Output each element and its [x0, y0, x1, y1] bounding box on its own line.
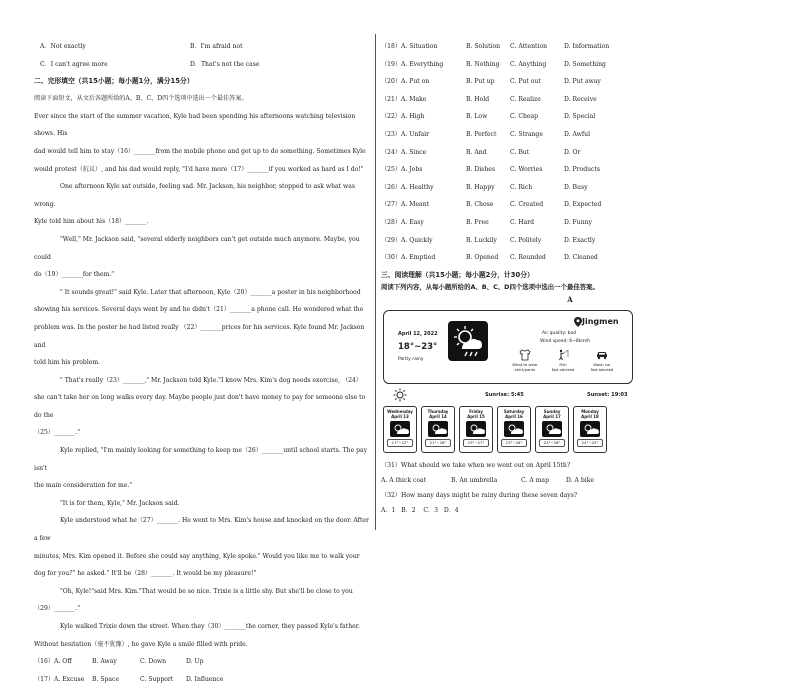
air-quality: Air quality: bad [542, 330, 577, 336]
forecast-weather-icon [428, 421, 448, 437]
q20-option-b[interactable]: B. Put up [466, 78, 495, 86]
forecast-temperature: 17°~22° [387, 439, 413, 447]
option-b[interactable]: B．I'm afraid not [190, 43, 243, 50]
q29-option-a[interactable]: （29）A. Quickly [381, 236, 433, 244]
question-21-options [381, 91, 759, 109]
q29-option-b[interactable]: B. Luckily [466, 236, 497, 244]
forecast-day-name: Wednesday [387, 408, 413, 414]
q22-option-a[interactable]: （22）A. High [381, 113, 425, 121]
passage-line: she can't take her on long walks every day. Maybe people just don't have money to pay for someone else to do the [34, 394, 366, 419]
q17-option-d[interactable]: D. Influence [186, 675, 224, 683]
q26-option-b[interactable]: B. Happy [466, 183, 495, 191]
question-31-options [381, 473, 759, 489]
section2-title: 二、完形填空（共15小题；每小题1分，满分15分） [34, 77, 194, 86]
forecast-temperature: 24°~25° [577, 439, 603, 447]
forecast-weather-icon [542, 421, 562, 437]
q24-option-b[interactable]: B. And [466, 148, 487, 156]
q25-option-c[interactable]: C. Worries [510, 166, 543, 174]
q23-option-d[interactable]: D. Awful [564, 130, 591, 138]
forecast-weather-icon [466, 421, 486, 437]
q28-option-d[interactable]: D. Funny [564, 218, 592, 226]
q26-option-d[interactable]: D. Busy [564, 183, 588, 191]
question-19-options [381, 56, 759, 74]
q23-option-b[interactable]: B. Perfect [466, 130, 497, 138]
question-31 [381, 459, 759, 519]
q22-option-b[interactable]: B. Low [466, 113, 488, 121]
question-18-options [381, 38, 759, 56]
passage-line: do（19）_______for them." [34, 271, 115, 279]
question-25-options [381, 161, 759, 179]
q17-option-a[interactable]: （17）A. Excuse [34, 675, 85, 683]
q29-option-d[interactable]: D. Exactly [564, 236, 596, 244]
question-29-options [381, 232, 759, 250]
q24-option-c[interactable]: C. But [510, 148, 530, 156]
passage-line: "Oh, Kyle!"said Mrs. Kim."That would be so nice. Trixie is a little shy. But she'll be close to you [60, 587, 353, 595]
forecast-day-card [573, 406, 607, 453]
question-32-text: （32）How many days might be rainy during these seven days? [381, 491, 578, 499]
question-31-text: （31）What should we take when we went out on April 15th? [381, 461, 571, 469]
passage-line: Kyle replied, "I'm mainly looking for something to keep me（26）_______until school starts. The pay isn't [34, 447, 368, 472]
wind-speed: Wind speed: 6~8km/h [540, 338, 591, 344]
activity-wash-car [583, 349, 621, 373]
forecast-day-name: Thursday [427, 408, 449, 414]
location-pin-icon [574, 317, 582, 327]
partly-rainy-icon [448, 321, 488, 361]
q27-option-a[interactable]: （27）A. Meant [381, 201, 430, 209]
activity-label: Fish [559, 362, 567, 368]
weather-temperature: 18°~23° [398, 341, 438, 352]
sun-icon [393, 388, 407, 402]
passage-line: Kyle walked Trixie down the street. When they（30）_______the corner, they passed Kyle's father. [60, 623, 360, 630]
q27-option-c[interactable]: C. Created [510, 201, 544, 209]
forecast-day-card [383, 406, 417, 453]
q18-option-d[interactable]: D. Information [564, 43, 610, 50]
forecast-day-name: Sunday [543, 408, 561, 414]
q28-option-a[interactable]: （28）A. Easy [381, 218, 424, 226]
forecast-temperature: 21°~28° [425, 439, 451, 447]
activity-fish [544, 349, 582, 373]
passage-line: （25）_______." [34, 429, 81, 437]
sunrise-time: Sunrise: 5:45 [485, 391, 524, 398]
forecast-day-name: Saturday [503, 408, 525, 414]
passage-line: Kyle understood what he（27）_______. He went to Mrs. Kim's house and knocked on the door. After a few [34, 517, 369, 543]
forecast-date: April 15 [467, 413, 485, 419]
forecast-date: April 17 [543, 413, 561, 419]
q18-option-c[interactable]: C. Attention [510, 43, 548, 50]
q20-option-d[interactable]: D. Put away [564, 78, 601, 86]
q21-option-d[interactable]: D. Receive [564, 95, 597, 103]
q20-option-a[interactable]: （20）A. Put on [381, 78, 430, 86]
forecast-date: April 13 [391, 413, 409, 419]
passage-line: dad would tell him to stay（16）_______from the mobile phone and get up to do something. Sometimes Kyle [34, 147, 366, 155]
q31-option-d[interactable]: D. A bike [566, 476, 595, 484]
passage-line: Kyle told him about his（18）_______. [34, 218, 149, 226]
q19-option-a[interactable]: （19）A. Everything [381, 60, 444, 68]
sun-times [381, 388, 759, 404]
q24-option-d[interactable]: D. Or [564, 148, 581, 156]
question-30-options [381, 249, 759, 267]
question-27-options [381, 196, 759, 214]
q19-option-c[interactable]: C. Anything [510, 60, 547, 68]
q28-option-c[interactable]: C. Hard [510, 218, 535, 226]
question-16-options [34, 653, 370, 671]
passage-line: told him his problem. [34, 359, 101, 367]
q16-option-d[interactable]: D. Up [186, 658, 204, 666]
activity-what-to-wear [506, 349, 544, 373]
q16-option-c[interactable]: C. Down [140, 658, 167, 666]
forecast-day-card [535, 406, 569, 453]
option-c[interactable]: C．I can't agree more [40, 60, 108, 68]
q17-option-c[interactable]: C. Support [140, 675, 174, 683]
question-17-options [34, 671, 370, 688]
option-d[interactable]: D．That's not the case [190, 60, 260, 68]
forecast-date: April 16 [505, 413, 523, 419]
passage-line: minutes, Mrs. Kim opened it. Before she could say anything, Kyle spoke." Would you like me to walk your [34, 552, 360, 560]
options-row-cd [40, 56, 370, 74]
q27-option-d[interactable]: D. Expected [564, 201, 602, 209]
q21-option-b[interactable]: B. Hold [466, 95, 490, 103]
forecast-temperature: 23°~28° [539, 439, 565, 447]
section2-instructions: 阅读下面短文，从文后各题所给的A、B、C、D四个选项中选出一个最佳答案。 [34, 95, 248, 103]
q31-option-c[interactable]: C. A map [521, 476, 549, 484]
q16-option-a[interactable]: （16）A. Off [34, 658, 72, 666]
forecast-date: April 18 [581, 413, 599, 419]
shirt-icon [519, 349, 531, 361]
q19-option-b[interactable]: B. Nothing [466, 60, 500, 68]
forecast-date: April 14 [429, 413, 447, 419]
q22-option-c[interactable]: C. Cheap [510, 113, 539, 121]
q24-option-a[interactable]: （24）A. Since [381, 148, 427, 156]
q21-option-c[interactable]: C. Realize [510, 95, 541, 103]
q16-option-b[interactable]: B. Away [92, 658, 117, 666]
passage-line: "Well," Mr. Jackson said, "several elderly neighbors can't get outside much anymore. Maybe, you could [34, 235, 360, 261]
q28-option-b[interactable]: B. Free [466, 218, 489, 226]
q22-option-d[interactable]: D. Special [564, 113, 596, 121]
section3-instructions: 阅读下列内容，从每小题所给的A、B、C、D四个选项中选出一个最佳答案。 [381, 282, 599, 291]
q21-option-a[interactable]: （21）A. Make [381, 95, 427, 103]
passage-line: the main consideration for me." [34, 482, 133, 490]
weather-city: Jingmen [582, 316, 619, 326]
passage-line: showing his services. Several days went by and he didn't（21）_______a phone call. He wondered what the [34, 306, 364, 314]
forecast-day-card [421, 406, 455, 453]
fishing-icon [557, 349, 569, 361]
question-32-options[interactable]: A．1 B．2 C．3 D．4 [381, 506, 459, 514]
q23-option-a[interactable]: （23）A. Unfair [381, 130, 430, 138]
question-26-options [381, 179, 759, 197]
section3-title: 三、阅读理解（共15小题；每小题2分，计30分） [381, 270, 534, 279]
car-icon [596, 349, 608, 361]
q30-option-c[interactable]: C. Rounded [510, 254, 546, 262]
weather-card [383, 310, 633, 384]
q25-option-b[interactable]: B. Dishes [466, 166, 495, 174]
q30-option-b[interactable]: B. Opened [466, 254, 499, 262]
passage-letter: A [567, 294, 573, 304]
left-column [34, 38, 370, 688]
weather-condition: Partly rainy [398, 356, 424, 362]
passage-line: dog for you?" he asked." It'll be（28）_______. It would be my pleasure!" [34, 570, 257, 578]
forecast-day-card [459, 406, 493, 453]
forecast-row [383, 406, 759, 453]
q25-option-a[interactable]: （25）A. Jobs [381, 166, 423, 174]
q20-option-c[interactable]: C. Put out [510, 78, 541, 86]
q17-option-b[interactable]: B. Space [92, 675, 120, 683]
activity-label: What to wear [512, 362, 538, 368]
passage-line: Without hesitation（毫不犹豫）, he gave Kyle a smile filled with pride. [34, 640, 248, 648]
question-28-options [381, 214, 759, 232]
question-24-options [381, 144, 759, 162]
column-divider [375, 34, 376, 530]
forecast-weather-icon [390, 421, 410, 437]
right-column [381, 38, 759, 519]
forecast-day-card [497, 406, 531, 453]
passage-line: " It sounds great!" said Kyle. Later that afternoon, Kyle（20）_______a poster in his neighborhood [60, 288, 361, 296]
q23-option-c[interactable]: C. Strange [510, 130, 543, 138]
passage-line: "It is for them, Kyle," Mr. Jackson said. [60, 499, 180, 507]
activity-value: Not advised [551, 366, 575, 372]
activity-label: Wash car [593, 362, 611, 368]
activity-value: Not advised [590, 366, 614, 372]
weather-date: April 12, 2022 [398, 330, 438, 337]
options-row-ab [40, 38, 370, 56]
q31-option-a[interactable]: A. A thick coat [381, 476, 427, 484]
passage-line: would protest（抗议）, and his dad would reply, "I'd have more（17）_______if you worked as hard as I do!" [34, 165, 364, 173]
q18-option-b[interactable]: B. Solution [466, 43, 501, 50]
q25-option-d[interactable]: D. Products [564, 166, 601, 174]
q27-option-b[interactable]: B. Chose [466, 201, 494, 209]
passage-line: （29）_______." [34, 605, 81, 613]
q26-option-c[interactable]: C. Rich [510, 183, 533, 191]
q26-option-a[interactable]: （26）A. Healthy [381, 183, 434, 191]
passage-line: " That's really（23）_______," Mr. Jackson told Kyle."I know Mrs. Kim's dog needs exercise, （24） [60, 376, 362, 384]
q30-option-d[interactable]: D. Cleaned [564, 254, 598, 262]
question-22-options [381, 108, 759, 126]
option-a[interactable]: A．Not exactly [40, 43, 86, 50]
activity-value: shirt/pants [514, 366, 536, 372]
cloze-passage [34, 108, 370, 653]
forecast-temperature: 23°~28° [501, 439, 527, 447]
q19-option-d[interactable]: D. Something [564, 60, 606, 68]
cloze-options-list [381, 38, 759, 267]
forecast-weather-icon [580, 421, 600, 437]
sunset-time: Sunset: 19:03 [587, 391, 628, 398]
q29-option-c[interactable]: C. Politely [510, 236, 542, 244]
q30-option-a[interactable]: （30）A. Emptied [381, 254, 436, 262]
forecast-day-name: Friday [469, 408, 483, 414]
question-20-options [381, 73, 759, 91]
passage-line: Ever since the start of the summer vacation, Kyle had been spending his afternoons watching television shows. His [34, 112, 356, 138]
forecast-day-name: Monday [581, 408, 599, 414]
q18-option-a[interactable]: （18）A. Situation [381, 43, 438, 50]
forecast-temperature: 23°~27° [463, 439, 489, 447]
question-23-options [381, 126, 759, 144]
forecast-weather-icon [504, 421, 524, 437]
q31-option-b[interactable]: B. An umbrella [451, 476, 498, 484]
passage-line: One afternoon Kyle sat outside, feeling sad. Mr. Jackson, his neighbor, stopped to ask what was wrong. [34, 183, 355, 208]
passage-line: problem was. In the poster he had listed really （22）_______prices for his services. Kyle found Mr. Jackson and [34, 323, 365, 349]
